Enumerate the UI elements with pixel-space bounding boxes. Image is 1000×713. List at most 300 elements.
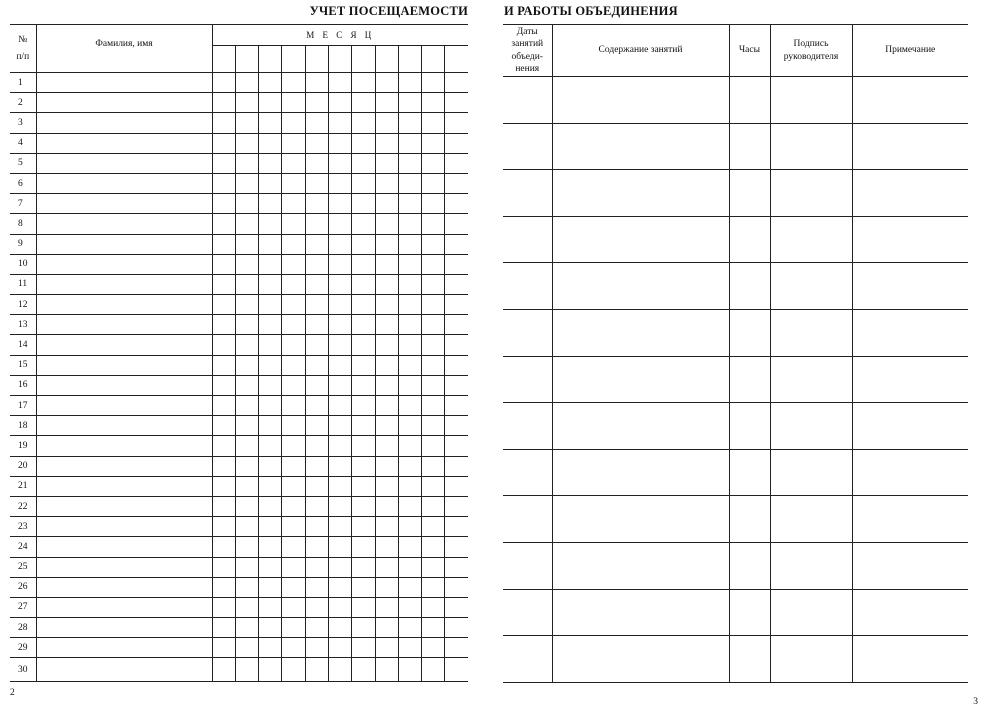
attendance-mark-cell[interactable] <box>375 93 398 113</box>
attendance-mark-cell[interactable] <box>305 173 328 193</box>
attendance-mark-cell[interactable] <box>398 73 421 93</box>
student-name-cell[interactable] <box>36 93 212 113</box>
attendance-mark-cell[interactable] <box>282 375 305 395</box>
student-name-cell[interactable] <box>36 396 212 416</box>
hours-cell[interactable] <box>729 636 770 683</box>
date-cell[interactable] <box>503 636 552 683</box>
attendance-mark-cell[interactable] <box>328 517 351 537</box>
attendance-mark-cell[interactable] <box>328 496 351 516</box>
content-cell[interactable] <box>552 403 729 450</box>
attendance-mark-cell[interactable] <box>305 557 328 577</box>
attendance-mark-cell[interactable] <box>282 618 305 638</box>
attendance-mark-cell[interactable] <box>282 113 305 133</box>
attendance-mark-cell[interactable] <box>212 476 235 496</box>
attendance-mark-cell[interactable] <box>235 274 258 294</box>
attendance-mark-cell[interactable] <box>259 577 282 597</box>
attendance-mark-cell[interactable] <box>422 577 445 597</box>
date-cell[interactable] <box>503 589 552 636</box>
attendance-mark-cell[interactable] <box>352 436 375 456</box>
signature-cell[interactable] <box>770 542 852 589</box>
student-name-cell[interactable] <box>36 133 212 153</box>
attendance-mark-cell[interactable] <box>282 557 305 577</box>
attendance-mark-cell[interactable] <box>375 517 398 537</box>
attendance-mark-cell[interactable] <box>259 113 282 133</box>
attendance-mark-cell[interactable] <box>235 295 258 315</box>
attendance-mark-cell[interactable] <box>445 557 468 577</box>
attendance-mark-cell[interactable] <box>445 355 468 375</box>
attendance-mark-cell[interactable] <box>422 375 445 395</box>
content-cell[interactable] <box>552 636 729 683</box>
attendance-mark-cell[interactable] <box>352 153 375 173</box>
hours-cell[interactable] <box>729 542 770 589</box>
attendance-mark-cell[interactable] <box>259 638 282 658</box>
attendance-mark-cell[interactable] <box>422 517 445 537</box>
student-name-cell[interactable] <box>36 456 212 476</box>
attendance-mark-cell[interactable] <box>422 355 445 375</box>
attendance-mark-cell[interactable] <box>305 618 328 638</box>
attendance-mark-cell[interactable] <box>212 396 235 416</box>
attendance-mark-cell[interactable] <box>352 375 375 395</box>
attendance-mark-cell[interactable] <box>422 658 445 682</box>
hours-cell[interactable] <box>729 309 770 356</box>
attendance-mark-cell[interactable] <box>352 577 375 597</box>
attendance-mark-cell[interactable] <box>445 496 468 516</box>
attendance-mark-cell[interactable] <box>235 577 258 597</box>
attendance-mark-cell[interactable] <box>328 557 351 577</box>
attendance-mark-cell[interactable] <box>305 194 328 214</box>
attendance-mark-cell[interactable] <box>422 295 445 315</box>
attendance-mark-cell[interactable] <box>235 496 258 516</box>
content-cell[interactable] <box>552 496 729 543</box>
attendance-mark-cell[interactable] <box>212 315 235 335</box>
attendance-mark-cell[interactable] <box>328 315 351 335</box>
attendance-mark-cell[interactable] <box>328 214 351 234</box>
attendance-mark-cell[interactable] <box>328 73 351 93</box>
attendance-mark-cell[interactable] <box>235 194 258 214</box>
attendance-mark-cell[interactable] <box>375 638 398 658</box>
note-cell[interactable] <box>852 356 968 403</box>
attendance-mark-cell[interactable] <box>375 133 398 153</box>
attendance-mark-cell[interactable] <box>422 214 445 234</box>
attendance-mark-cell[interactable] <box>328 113 351 133</box>
attendance-mark-cell[interactable] <box>305 517 328 537</box>
attendance-mark-cell[interactable] <box>305 254 328 274</box>
attendance-mark-cell[interactable] <box>375 658 398 682</box>
attendance-mark-cell[interactable] <box>328 658 351 682</box>
note-cell[interactable] <box>852 589 968 636</box>
attendance-mark-cell[interactable] <box>398 295 421 315</box>
attendance-mark-cell[interactable] <box>375 214 398 234</box>
attendance-mark-cell[interactable] <box>352 476 375 496</box>
attendance-mark-cell[interactable] <box>305 375 328 395</box>
date-cell[interactable] <box>503 542 552 589</box>
attendance-mark-cell[interactable] <box>305 476 328 496</box>
attendance-mark-cell[interactable] <box>422 476 445 496</box>
attendance-mark-cell[interactable] <box>352 496 375 516</box>
attendance-mark-cell[interactable] <box>398 113 421 133</box>
attendance-mark-cell[interactable] <box>212 638 235 658</box>
attendance-mark-cell[interactable] <box>398 194 421 214</box>
attendance-mark-cell[interactable] <box>259 436 282 456</box>
attendance-mark-cell[interactable] <box>282 194 305 214</box>
signature-cell[interactable] <box>770 216 852 263</box>
attendance-mark-cell[interactable] <box>445 234 468 254</box>
attendance-mark-cell[interactable] <box>282 355 305 375</box>
attendance-mark-cell[interactable] <box>422 113 445 133</box>
student-name-cell[interactable] <box>36 153 212 173</box>
attendance-mark-cell[interactable] <box>235 537 258 557</box>
attendance-mark-cell[interactable] <box>375 113 398 133</box>
attendance-mark-cell[interactable] <box>352 315 375 335</box>
attendance-mark-cell[interactable] <box>235 73 258 93</box>
attendance-mark-cell[interactable] <box>212 133 235 153</box>
attendance-mark-cell[interactable] <box>352 73 375 93</box>
attendance-mark-cell[interactable] <box>352 254 375 274</box>
attendance-mark-cell[interactable] <box>422 638 445 658</box>
student-name-cell[interactable] <box>36 557 212 577</box>
attendance-mark-cell[interactable] <box>282 93 305 113</box>
attendance-mark-cell[interactable] <box>398 234 421 254</box>
attendance-mark-cell[interactable] <box>398 597 421 617</box>
date-cell[interactable] <box>503 216 552 263</box>
attendance-mark-cell[interactable] <box>282 396 305 416</box>
signature-cell[interactable] <box>770 496 852 543</box>
attendance-mark-cell[interactable] <box>282 234 305 254</box>
attendance-mark-cell[interactable] <box>375 557 398 577</box>
attendance-mark-cell[interactable] <box>422 194 445 214</box>
attendance-mark-cell[interactable] <box>305 274 328 294</box>
attendance-mark-cell[interactable] <box>422 557 445 577</box>
attendance-mark-cell[interactable] <box>375 496 398 516</box>
note-cell[interactable] <box>852 170 968 217</box>
hours-cell[interactable] <box>729 77 770 124</box>
attendance-mark-cell[interactable] <box>212 234 235 254</box>
attendance-mark-cell[interactable] <box>422 597 445 617</box>
attendance-mark-cell[interactable] <box>212 456 235 476</box>
attendance-mark-cell[interactable] <box>305 113 328 133</box>
attendance-mark-cell[interactable] <box>422 254 445 274</box>
attendance-mark-cell[interactable] <box>398 537 421 557</box>
attendance-mark-cell[interactable] <box>305 234 328 254</box>
hours-cell[interactable] <box>729 496 770 543</box>
attendance-mark-cell[interactable] <box>398 658 421 682</box>
attendance-mark-cell[interactable] <box>422 416 445 436</box>
attendance-mark-cell[interactable] <box>445 375 468 395</box>
attendance-mark-cell[interactable] <box>305 315 328 335</box>
student-name-cell[interactable] <box>36 355 212 375</box>
content-cell[interactable] <box>552 216 729 263</box>
date-cell[interactable] <box>503 403 552 450</box>
attendance-mark-cell[interactable] <box>398 476 421 496</box>
attendance-mark-cell[interactable] <box>422 73 445 93</box>
attendance-mark-cell[interactable] <box>235 375 258 395</box>
attendance-mark-cell[interactable] <box>375 416 398 436</box>
content-cell[interactable] <box>552 77 729 124</box>
attendance-mark-cell[interactable] <box>235 315 258 335</box>
attendance-mark-cell[interactable] <box>259 557 282 577</box>
attendance-mark-cell[interactable] <box>445 194 468 214</box>
note-cell[interactable] <box>852 496 968 543</box>
attendance-mark-cell[interactable] <box>212 214 235 234</box>
content-cell[interactable] <box>552 542 729 589</box>
student-name-cell[interactable] <box>36 476 212 496</box>
attendance-mark-cell[interactable] <box>212 355 235 375</box>
attendance-mark-cell[interactable] <box>375 335 398 355</box>
note-cell[interactable] <box>852 77 968 124</box>
signature-cell[interactable] <box>770 309 852 356</box>
attendance-mark-cell[interactable] <box>235 638 258 658</box>
attendance-mark-cell[interactable] <box>305 214 328 234</box>
attendance-mark-cell[interactable] <box>328 93 351 113</box>
attendance-mark-cell[interactable] <box>235 173 258 193</box>
date-cell[interactable] <box>503 123 552 170</box>
attendance-mark-cell[interactable] <box>375 73 398 93</box>
hours-cell[interactable] <box>729 123 770 170</box>
attendance-mark-cell[interactable] <box>212 436 235 456</box>
student-name-cell[interactable] <box>36 315 212 335</box>
attendance-mark-cell[interactable] <box>328 456 351 476</box>
attendance-mark-cell[interactable] <box>259 355 282 375</box>
attendance-mark-cell[interactable] <box>375 173 398 193</box>
attendance-mark-cell[interactable] <box>235 396 258 416</box>
attendance-mark-cell[interactable] <box>352 658 375 682</box>
attendance-mark-cell[interactable] <box>328 375 351 395</box>
hours-cell[interactable] <box>729 403 770 450</box>
student-name-cell[interactable] <box>36 436 212 456</box>
attendance-mark-cell[interactable] <box>328 335 351 355</box>
attendance-mark-cell[interactable] <box>352 597 375 617</box>
content-cell[interactable] <box>552 449 729 496</box>
attendance-mark-cell[interactable] <box>445 214 468 234</box>
attendance-mark-cell[interactable] <box>398 577 421 597</box>
attendance-mark-cell[interactable] <box>398 638 421 658</box>
attendance-mark-cell[interactable] <box>398 557 421 577</box>
attendance-mark-cell[interactable] <box>375 537 398 557</box>
attendance-mark-cell[interactable] <box>352 214 375 234</box>
attendance-mark-cell[interactable] <box>422 496 445 516</box>
attendance-mark-cell[interactable] <box>352 113 375 133</box>
content-cell[interactable] <box>552 589 729 636</box>
student-name-cell[interactable] <box>36 214 212 234</box>
attendance-mark-cell[interactable] <box>375 274 398 294</box>
attendance-mark-cell[interactable] <box>282 416 305 436</box>
attendance-mark-cell[interactable] <box>352 638 375 658</box>
attendance-mark-cell[interactable] <box>352 557 375 577</box>
student-name-cell[interactable] <box>36 274 212 294</box>
signature-cell[interactable] <box>770 449 852 496</box>
signature-cell[interactable] <box>770 589 852 636</box>
attendance-mark-cell[interactable] <box>282 436 305 456</box>
date-cell[interactable] <box>503 170 552 217</box>
attendance-mark-cell[interactable] <box>445 93 468 113</box>
attendance-mark-cell[interactable] <box>352 133 375 153</box>
attendance-mark-cell[interactable] <box>235 416 258 436</box>
attendance-mark-cell[interactable] <box>235 456 258 476</box>
student-name-cell[interactable] <box>36 295 212 315</box>
attendance-mark-cell[interactable] <box>328 416 351 436</box>
hours-cell[interactable] <box>729 449 770 496</box>
attendance-mark-cell[interactable] <box>352 618 375 638</box>
attendance-mark-cell[interactable] <box>445 638 468 658</box>
attendance-mark-cell[interactable] <box>259 396 282 416</box>
attendance-mark-cell[interactable] <box>235 93 258 113</box>
attendance-mark-cell[interactable] <box>259 416 282 436</box>
note-cell[interactable] <box>852 263 968 310</box>
attendance-mark-cell[interactable] <box>398 173 421 193</box>
attendance-mark-cell[interactable] <box>282 254 305 274</box>
attendance-mark-cell[interactable] <box>422 315 445 335</box>
attendance-mark-cell[interactable] <box>352 355 375 375</box>
attendance-mark-cell[interactable] <box>235 517 258 537</box>
attendance-mark-cell[interactable] <box>422 153 445 173</box>
attendance-mark-cell[interactable] <box>422 173 445 193</box>
attendance-mark-cell[interactable] <box>259 93 282 113</box>
date-cell[interactable] <box>503 77 552 124</box>
attendance-mark-cell[interactable] <box>212 335 235 355</box>
attendance-mark-cell[interactable] <box>375 476 398 496</box>
attendance-mark-cell[interactable] <box>282 537 305 557</box>
note-cell[interactable] <box>852 542 968 589</box>
attendance-mark-cell[interactable] <box>235 254 258 274</box>
attendance-mark-cell[interactable] <box>352 517 375 537</box>
attendance-mark-cell[interactable] <box>352 537 375 557</box>
attendance-mark-cell[interactable] <box>445 133 468 153</box>
attendance-mark-cell[interactable] <box>212 93 235 113</box>
date-cell[interactable] <box>503 263 552 310</box>
attendance-mark-cell[interactable] <box>328 436 351 456</box>
attendance-mark-cell[interactable] <box>259 476 282 496</box>
student-name-cell[interactable] <box>36 335 212 355</box>
attendance-mark-cell[interactable] <box>352 234 375 254</box>
attendance-mark-cell[interactable] <box>375 254 398 274</box>
attendance-mark-cell[interactable] <box>282 496 305 516</box>
attendance-mark-cell[interactable] <box>328 254 351 274</box>
attendance-mark-cell[interactable] <box>305 456 328 476</box>
attendance-mark-cell[interactable] <box>235 214 258 234</box>
attendance-mark-cell[interactable] <box>212 618 235 638</box>
attendance-mark-cell[interactable] <box>422 133 445 153</box>
date-cell[interactable] <box>503 496 552 543</box>
attendance-mark-cell[interactable] <box>259 517 282 537</box>
note-cell[interactable] <box>852 309 968 356</box>
attendance-mark-cell[interactable] <box>259 73 282 93</box>
content-cell[interactable] <box>552 123 729 170</box>
attendance-mark-cell[interactable] <box>398 93 421 113</box>
attendance-mark-cell[interactable] <box>375 315 398 335</box>
attendance-mark-cell[interactable] <box>212 173 235 193</box>
student-name-cell[interactable] <box>36 113 212 133</box>
attendance-mark-cell[interactable] <box>398 396 421 416</box>
attendance-mark-cell[interactable] <box>212 194 235 214</box>
attendance-mark-cell[interactable] <box>259 214 282 234</box>
attendance-mark-cell[interactable] <box>305 335 328 355</box>
attendance-mark-cell[interactable] <box>282 73 305 93</box>
attendance-mark-cell[interactable] <box>282 658 305 682</box>
attendance-mark-cell[interactable] <box>375 153 398 173</box>
attendance-mark-cell[interactable] <box>352 295 375 315</box>
attendance-mark-cell[interactable] <box>328 153 351 173</box>
attendance-mark-cell[interactable] <box>398 153 421 173</box>
attendance-mark-cell[interactable] <box>328 396 351 416</box>
attendance-mark-cell[interactable] <box>422 93 445 113</box>
attendance-mark-cell[interactable] <box>212 153 235 173</box>
date-cell[interactable] <box>503 356 552 403</box>
attendance-mark-cell[interactable] <box>282 274 305 294</box>
student-name-cell[interactable] <box>36 577 212 597</box>
attendance-mark-cell[interactable] <box>398 315 421 335</box>
attendance-mark-cell[interactable] <box>282 214 305 234</box>
attendance-mark-cell[interactable] <box>445 335 468 355</box>
signature-cell[interactable] <box>770 636 852 683</box>
attendance-mark-cell[interactable] <box>398 375 421 395</box>
attendance-mark-cell[interactable] <box>212 577 235 597</box>
attendance-mark-cell[interactable] <box>398 274 421 294</box>
attendance-mark-cell[interactable] <box>398 496 421 516</box>
attendance-mark-cell[interactable] <box>212 597 235 617</box>
attendance-mark-cell[interactable] <box>328 133 351 153</box>
attendance-mark-cell[interactable] <box>375 577 398 597</box>
student-name-cell[interactable] <box>36 658 212 682</box>
attendance-mark-cell[interactable] <box>235 597 258 617</box>
attendance-mark-cell[interactable] <box>259 234 282 254</box>
student-name-cell[interactable] <box>36 597 212 617</box>
attendance-mark-cell[interactable] <box>445 597 468 617</box>
student-name-cell[interactable] <box>36 638 212 658</box>
attendance-mark-cell[interactable] <box>375 355 398 375</box>
attendance-mark-cell[interactable] <box>445 153 468 173</box>
attendance-mark-cell[interactable] <box>259 274 282 294</box>
attendance-mark-cell[interactable] <box>282 173 305 193</box>
attendance-mark-cell[interactable] <box>259 496 282 516</box>
student-name-cell[interactable] <box>36 375 212 395</box>
student-name-cell[interactable] <box>36 173 212 193</box>
attendance-mark-cell[interactable] <box>282 597 305 617</box>
note-cell[interactable] <box>852 449 968 496</box>
student-name-cell[interactable] <box>36 416 212 436</box>
attendance-mark-cell[interactable] <box>259 658 282 682</box>
attendance-mark-cell[interactable] <box>398 618 421 638</box>
attendance-mark-cell[interactable] <box>259 335 282 355</box>
attendance-mark-cell[interactable] <box>235 133 258 153</box>
student-name-cell[interactable] <box>36 234 212 254</box>
signature-cell[interactable] <box>770 170 852 217</box>
attendance-mark-cell[interactable] <box>422 618 445 638</box>
attendance-mark-cell[interactable] <box>212 496 235 516</box>
attendance-mark-cell[interactable] <box>445 537 468 557</box>
attendance-mark-cell[interactable] <box>282 638 305 658</box>
attendance-mark-cell[interactable] <box>445 73 468 93</box>
attendance-mark-cell[interactable] <box>328 537 351 557</box>
attendance-mark-cell[interactable] <box>259 597 282 617</box>
hours-cell[interactable] <box>729 216 770 263</box>
attendance-mark-cell[interactable] <box>375 375 398 395</box>
attendance-mark-cell[interactable] <box>212 375 235 395</box>
attendance-mark-cell[interactable] <box>305 396 328 416</box>
attendance-mark-cell[interactable] <box>259 194 282 214</box>
content-cell[interactable] <box>552 263 729 310</box>
student-name-cell[interactable] <box>36 496 212 516</box>
attendance-mark-cell[interactable] <box>212 557 235 577</box>
student-name-cell[interactable] <box>36 73 212 93</box>
attendance-mark-cell[interactable] <box>282 517 305 537</box>
attendance-mark-cell[interactable] <box>282 295 305 315</box>
hours-cell[interactable] <box>729 170 770 217</box>
attendance-mark-cell[interactable] <box>445 173 468 193</box>
attendance-mark-cell[interactable] <box>235 355 258 375</box>
content-cell[interactable] <box>552 356 729 403</box>
attendance-mark-cell[interactable] <box>235 557 258 577</box>
attendance-mark-cell[interactable] <box>422 456 445 476</box>
